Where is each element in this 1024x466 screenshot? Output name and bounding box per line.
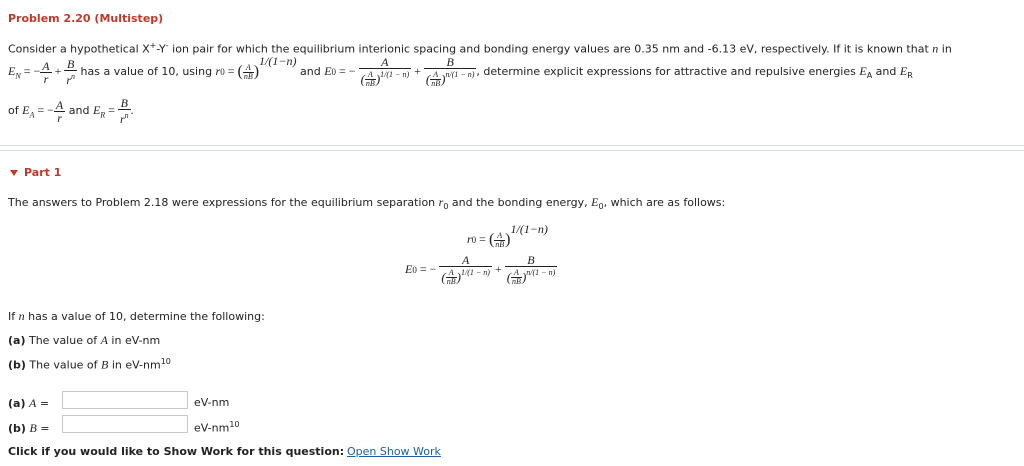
r0-equation: r0 = ( $\frac{A}{nB}$ )$^{1/(1-n)}$ xyxy=(467,222,548,249)
answer-a-unit: eV-nm xyxy=(194,396,230,409)
part-1-toggle[interactable]: Part 1 xyxy=(10,166,61,179)
section-divider xyxy=(0,145,1024,146)
if-n-statement: If n has a value of 10, determine the following: xyxy=(8,309,265,323)
problem-line-2: $E_N$ = − $\frac{A}{r}$ + $\frac{B}{r^n}$ has a value of 10, using r0 = ( $\frac{A}{nB}$ )$^{1/(1-n)}$ and E0 = − A ( $\frac{A}{nB}$ )$^{1/(1 - n)}$ + B ( $\frac{A}{nB}$ )$^{n/(1 - n)}$ , determine explicit expressions for attractive and repulsive energies $E_A$ and $E_R$ xyxy=(8,54,913,88)
answer-a-label: (a) A = xyxy=(8,396,50,410)
section-divider-2 xyxy=(0,150,1024,151)
problem-title: Problem 2.20 (Multistep) xyxy=(8,12,164,25)
problem-line-3: of $E_A$ = − $\frac{A}{r}$ and $E_R$ = $\frac{B}{r^n}$ . xyxy=(8,96,134,126)
open-show-work-link[interactable]: Open Show Work xyxy=(347,445,441,458)
question-a: (a) The value of A in eV-nm xyxy=(8,333,161,347)
answer-b-unit: $eV-nm^{10}$ xyxy=(194,420,240,435)
part-1-intro: The answers to Problem 2.18 were expressions for the equilibrium separation $r_0$ and the bonding energy, $E_0$, which are as follows: xyxy=(8,195,726,212)
show-work-prompt: Click if you would like to Show Work for this question: xyxy=(8,445,345,458)
caret-down-icon xyxy=(10,170,18,176)
answer-b-input[interactable] xyxy=(62,415,188,433)
answer-b-label: (b) B = xyxy=(8,421,50,435)
problem-line-1: Consider a hypothetical X+-Y- ion pair for which the equilibrium interionic spacing and bonding energy values are 0.35 nm and -6.13 eV, respectively. If it is known that n in xyxy=(8,41,952,56)
answer-a-input[interactable] xyxy=(62,391,188,409)
question-b: (b) The value of B in $eV-nm^{10}$ xyxy=(8,357,171,372)
e0-equation: E0 = − A ( $\frac{A}{nB}$ )$^{1/(1 - n)}$ + B ( $\frac{A}{nB}$ )$^{n/(1 - n)}$ xyxy=(405,253,556,286)
